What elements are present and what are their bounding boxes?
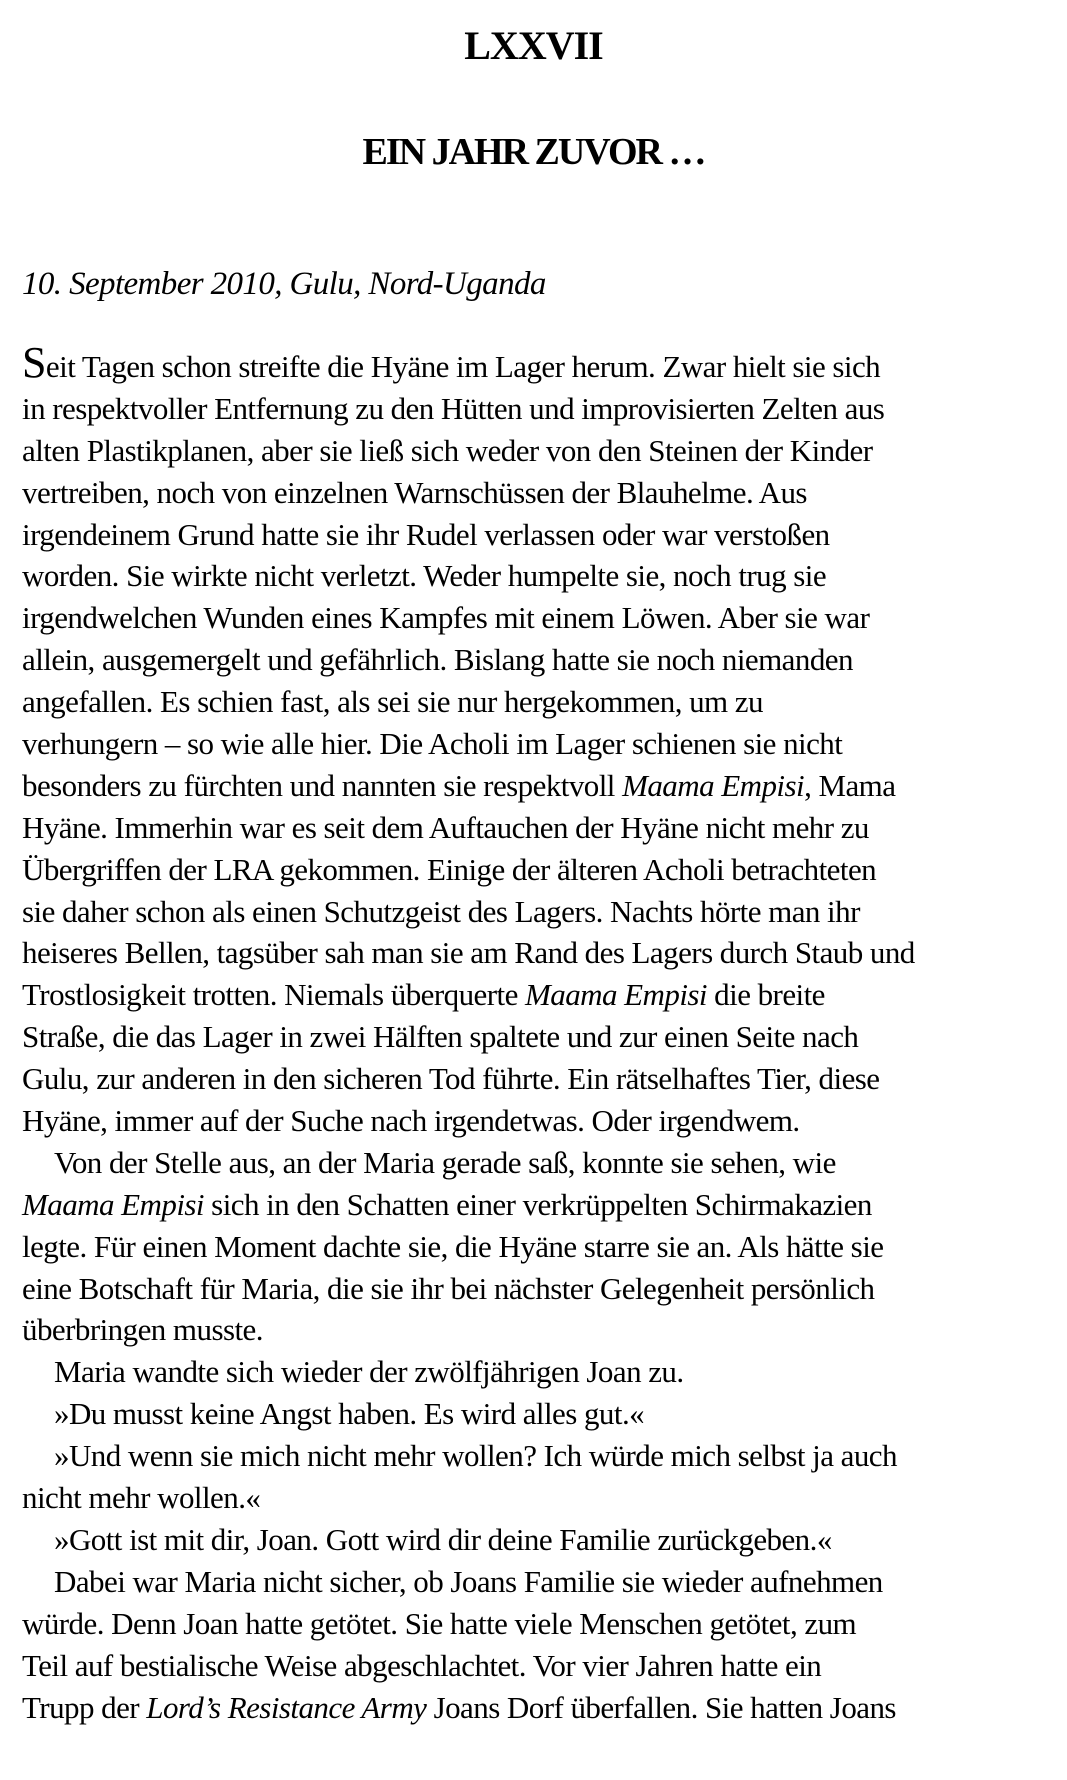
text-line: Straße, die das Lager in zwei Hälften spaltete und zur einen Seite nach	[22, 1019, 859, 1055]
text-line: »Gott ist mit dir, Joan. Gott wird dir deine Familie zurückgeben.«	[54, 1521, 832, 1557]
text-line: würde. Denn Joan hatte getötet. Sie hatte viele Menschen getötet, zum	[22, 1605, 857, 1641]
text-line: Übergriffen der LRA gekommen. Einige der älteren Acholi betrachteten	[22, 851, 877, 887]
text-line: Von der Stelle aus, an der Maria gerade saß, konnte sie sehen, wie	[54, 1144, 836, 1180]
chapter-title: EIN JAHR ZUVOR …	[362, 131, 705, 173]
text-line: Trostlosigkeit trotten. Niemals überquerte Maama Empisi die breite	[22, 977, 825, 1013]
text-line: in respektvoller Entfernung zu den Hütten und improvisierten Zelten aus	[22, 390, 885, 426]
text-line: Gulu, zur anderen in den sicheren Tod führte. Ein rätselhaftes Tier, diese	[22, 1061, 880, 1097]
text-line: Seit Tagen schon streifte die Hyäne im Lager herum. Zwar hielt sie sich	[22, 338, 881, 387]
text-line: nicht mehr wollen.«	[22, 1480, 261, 1516]
text-line: vertreiben, noch von einzelnen Warnschüssen der Blauhelme. Aus	[22, 474, 807, 510]
text-line: irgendwelchen Wunden eines Kampfes mit einem Löwen. Aber sie war	[22, 600, 870, 636]
text-line: Trupp der Lord’s Resistance Army Joans Dorf überfallen. Sie hatten Joans	[22, 1689, 896, 1725]
italic-phrase: Maama Empisi	[525, 977, 707, 1013]
text-line: sie daher schon als einen Schutzgeist des Lagers. Nachts hörte man ihr	[22, 893, 860, 929]
text-line: eine Botschaft für Maria, die sie ihr bei nächster Gelegenheit persönlich	[22, 1270, 875, 1306]
text-line: »Und wenn sie mich nicht mehr wollen? Ich würde mich selbst ja auch	[54, 1438, 897, 1474]
text-line: Hyäne. Immerhin war es seit dem Auftauchen der Hyäne nicht mehr zu	[22, 809, 869, 845]
chapter-number: LXXVII	[464, 23, 603, 68]
text-line: »Du musst keine Angst haben. Es wird alles gut.«	[54, 1396, 645, 1432]
text-line: Dabei war Maria nicht sicher, ob Joans Familie sie wieder aufnehmen	[54, 1563, 883, 1599]
italic-phrase: Maama Empisi	[622, 767, 805, 803]
text-line: irgendeinem Grund hatte sie ihr Rudel verlassen oder war verstoßen	[22, 516, 830, 552]
text-line: verhungern – so wie alle hier. Die Acholi im Lager schienen sie nicht	[22, 726, 843, 762]
text-line: Teil auf bestialische Weise abgeschlachtet. Vor vier Jahren hatte ein	[22, 1647, 822, 1683]
text-line: worden. Sie wirkte nicht verletzt. Weder humpelte sie, noch trug sie	[22, 558, 827, 594]
text-line: Maria wandte sich wieder der zwölfjährigen Joan zu.	[54, 1354, 684, 1390]
text-line: besonders zu fürchten und nannten sie respektvoll Maama Empisi, Mama	[22, 767, 896, 803]
italic-phrase: Maama Empisi	[22, 1186, 204, 1222]
text-line: angefallen. Es schien fast, als sei sie nur hergekommen, um zu	[22, 684, 763, 720]
text-line: Hyäne, immer auf der Suche nach irgendetwas. Oder irgendwem.	[22, 1103, 800, 1139]
text-line: überbringen musste.	[22, 1312, 263, 1348]
text-line: Maama Empisi sich in den Schatten einer verkrüppelten Schirmakazien	[22, 1186, 872, 1222]
drop-cap: S	[22, 338, 46, 387]
text-line: legte. Für einen Moment dachte sie, die Hyäne starre sie an. Als hätte sie	[22, 1228, 884, 1264]
text-line: heiseres Bellen, tagsüber sah man sie am Rand des Lagers durch Staub und	[22, 935, 915, 971]
text-line: allein, ausgemergelt und gefährlich. Bislang hatte sie noch niemanden	[22, 642, 853, 678]
dateline: 10. September 2010, Gulu, Nord-Uganda	[22, 266, 546, 302]
chapter-body	[22, 338, 1052, 1728]
text-line: alten Plastikplanen, aber sie ließ sich weder von den Steinen der Kinder	[22, 432, 873, 468]
italic-phrase: Lord’s Resistance Army	[146, 1689, 427, 1725]
